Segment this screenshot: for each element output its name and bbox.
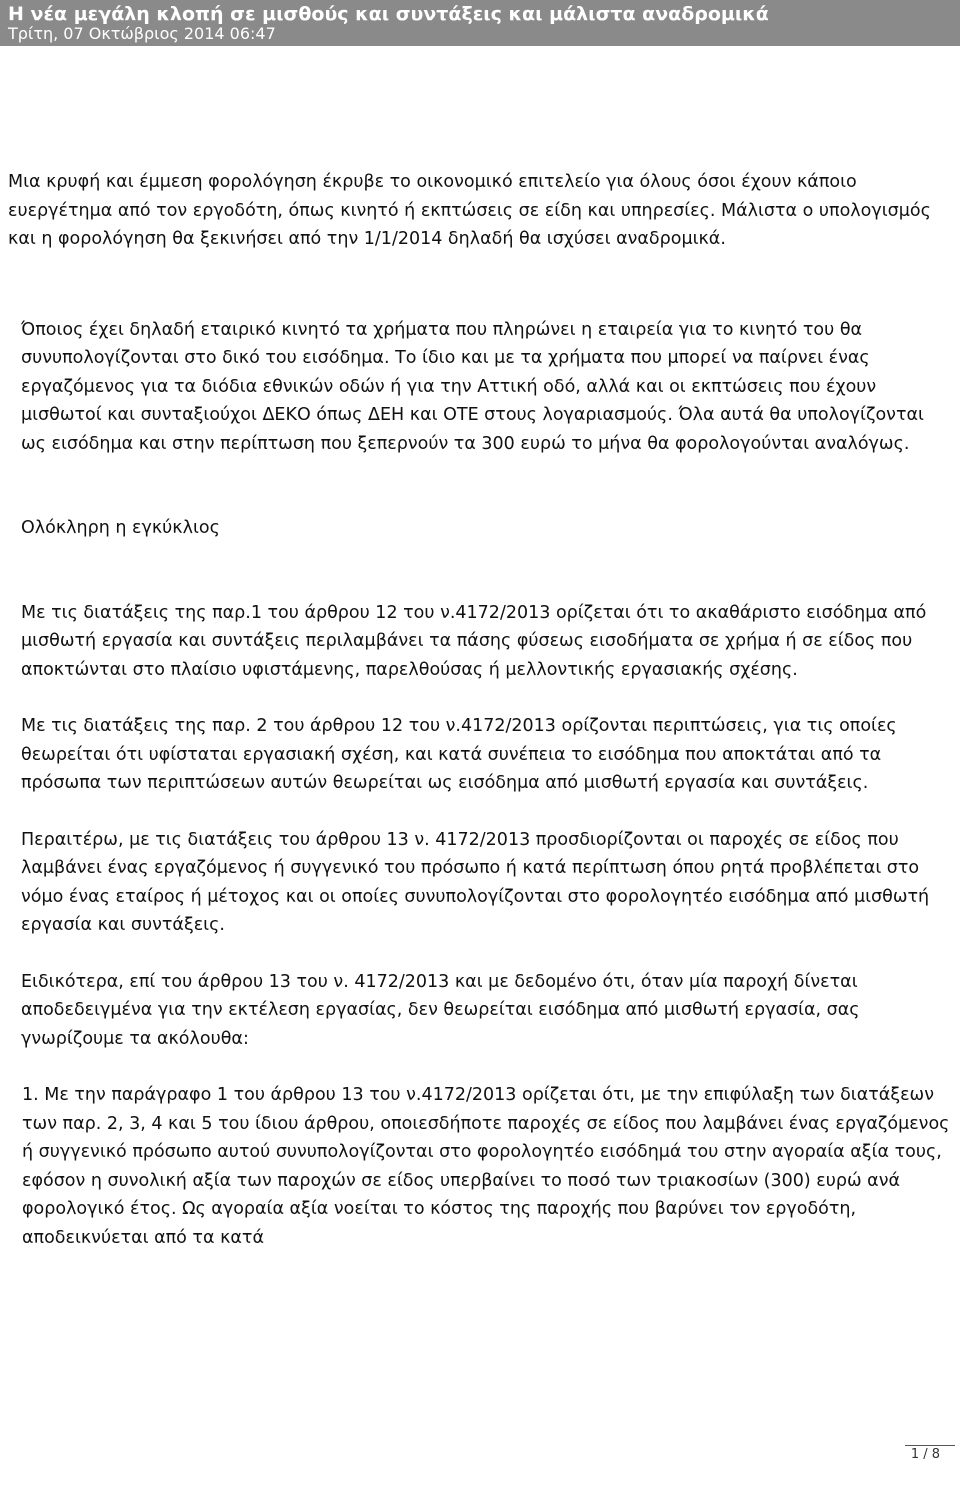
spacer	[8, 543, 953, 599]
spacer	[8, 254, 953, 316]
circular-link[interactable]: Ολόκληρη η εγκύκλιος	[21, 518, 220, 538]
spacer	[8, 798, 953, 826]
paragraph-intro: Μια κρυφή και έμμεση φορολόγηση έκρυβε το οικονομικό επιτελείο για όλους όσοι έχουν κάποιο ευεργέτημα από τον εργοδότη, όπως κινητό ή εκπτώσεις σε είδη και υπηρεσίες. Μάλιστα ο υπολογισμός και η φορολόγηση θα ξεκινήσει από την 1/1/2014 δηλαδή θα ισχύσει αναδρομικά.	[8, 172, 931, 249]
spacer	[8, 1053, 953, 1081]
article-body	[8, 168, 953, 1252]
spacer	[8, 684, 953, 712]
page-number: 1 / 8	[910, 1447, 940, 1462]
paragraph-specifically: Ειδικότερα, επί του άρθρου 13 του ν. 4172/2013 και με δεδομένο ότι, όταν μία παροχή δίνεται αποδεδειγμένα για την εκτέλεση εργασίας, δεν θεωρείται εισόδημα από μισθωτή εργασία, σας γνωρίζουμε τα ακόλουθα:	[21, 971, 860, 1049]
paragraph-article-13: Περαιτέρω, με τις διατάξεις του άρθρου 13 ν. 4172/2013 προσδιορίζονται οι παροχές σε είδος που λαμβάνει ένας εργαζόμενος ή συγγενικό του πρόσωπο ή κατά περίπτωση όπου ρητά προβλέπεται στο νόμο ένας εταίρος ή μέτοχος και οι οποίες συνυπολογίζονται στο φορολογητέο εισόδημα από μισθωτή εργασία και συντάξεις.	[21, 829, 930, 935]
paragraph-item-1: 1. Με την παράγραφο 1 του άρθρου 13 του ν.4172/2013 ορίζεται ότι, με την επιφύλαξη των διατάξεων των παρ. 2, 3, 4 και 5 του ίδιου άρθρου, οποιεσδήποτε παροχές σε είδος που λαμβάνει ένας εργαζόμενος ή συγγενικό πρόσωπο αυτού συνυπολογίζονται στο φορολογητέο εισόδημά του στην αγοραία αξία τους, εφόσον η συνολική αξία των παροχών σε είδος υπερβαίνει το ποσό των τριακοσίων (300) ευρώ ανά φορολογικό έτος. Ως αγοραία αξία νοείται το κόστος της παροχής που βαρύνει τον εργοδότη, αποδεικνύεται από τα κατά	[22, 1085, 950, 1248]
footer-rule	[905, 1445, 955, 1446]
paragraph-article-12-par-1: Με τις διατάξεις της παρ.1 του άρθρου 12 του ν.4172/2013 ορίζεται ότι το ακαθάριστο εισόδημα από μισθωτή εργασία και συντάξεις περιλαμβάνει τα πάσης φύσεως εισοδήματα σε χρήμα ή σε είδος που αποκτώνται στο πλαίσιο υφιστάμενης, παρελθούσας ή μελλοντικής εργασιακής σχέσης.	[21, 602, 927, 680]
paragraph-article-12-par-2: Με τις διατάξεις της παρ. 2 του άρθρου 12 του ν.4172/2013 ορίζονται περιπτώσεις, για τις οποίες θεωρείται ότι υφίσταται εργασιακή σχέση, και κατά συνέπεια το εισόδημα που αποκτάται από τα πρόσωπα των περιπτώσεων αυτών θεωρείται ως εισόδημα από μισθωτή εργασία και συντάξεις.	[21, 716, 897, 793]
spacer	[8, 940, 953, 968]
spacer	[8, 458, 953, 514]
article-title: Η νέα μεγάλη κλοπή σε μισθούς και συντάξεις και μάλιστα αναδρομικά	[8, 3, 769, 25]
header-bar	[0, 0, 960, 46]
article-date: Τρίτη, 07 Οκτώβριος 2014 06:47	[8, 24, 276, 43]
paragraph-company-phone: Όποιος έχει δηλαδή εταιρικό κινητό τα χρήματα που πληρώνει η εταιρεία για το κινητό του θα συνυπολογίζονται στο δικό του εισόδημα. Το ίδιο και με τα χρήματα που μπορεί να παίρνει ένας εργαζόμενος για τα διόδια εθνικών οδών ή για την Αττική οδό, αλλά και οι εκπτώσεις που έχουν μισθωτοί και συνταξιούχοι ΔΕΚΟ όπως ΔΕΗ και ΟΤΕ στους λογαριασμούς. Όλα αυτά θα υπολογίζονται ως εισόδημα και στην περίπτωση που ξεπερνούν τα 300 ευρώ το μήνα θα φορολογούνται αναλόγως.	[21, 319, 924, 454]
